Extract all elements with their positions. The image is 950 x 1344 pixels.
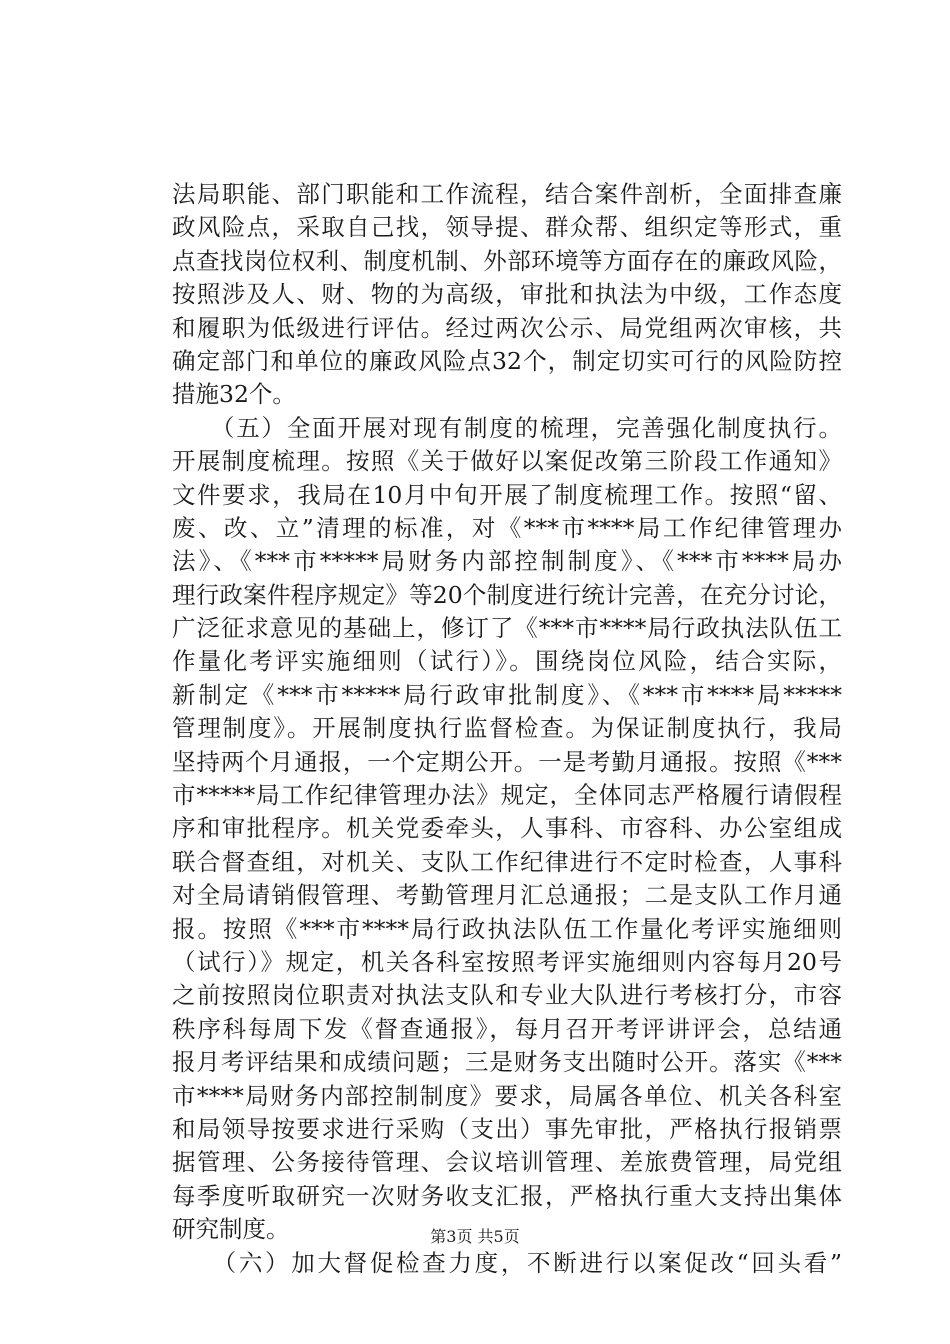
- text-line: 和局领导按要求进行采购（支出）事先审批，严格执行报销票: [172, 1114, 842, 1143]
- text-line: 开展制度梳理。按照《关于做好以案促改第三阶段工作通知》: [172, 447, 842, 476]
- text-line: 新制定《***市*****局行政审批制度》、《***市****局*****: [172, 680, 842, 709]
- text-line: 点查找岗位权利、制度机制、外部环境等方面存在的廉政风险，: [172, 246, 842, 275]
- text-line: 政风险点，采取自己找，领导提、群众帮、组织定等形式，重: [172, 213, 842, 242]
- text-line: 对全局请销假管理、考勤管理月汇总通报；二是支队工作月通: [172, 881, 842, 910]
- section-heading-line: （五）全面开展对现有制度的梳理，完善强化制度执行。: [172, 413, 842, 442]
- text-line: 据管理、公务接待管理、会议培训管理、差旅费管理，局党组: [172, 1148, 842, 1177]
- text-line: 市*****局工作纪律管理办法》规定，全体同志严格履行请假程: [172, 781, 842, 810]
- text-line: 研究制度。: [172, 1215, 290, 1244]
- text-line: 法局职能、部门职能和工作流程，结合案件剖析，全面排查廉: [172, 180, 842, 208]
- text-line: 法》、《***市*****局财务内部控制制度》、《***市****局办: [172, 547, 842, 576]
- text-line: 联合督查组，对机关、支队工作纪律进行不定时检查，人事科: [172, 847, 842, 876]
- document-body: [172, 178, 842, 1280]
- text-line: 市****局财务内部控制制度》要求，局属各单位、机关各科室: [172, 1081, 842, 1110]
- page-number-footer: 第3页 共5页: [430, 1227, 520, 1246]
- text-line: 作量化考评实施细则（试行）》。围绕岗位风险，结合实际，: [172, 647, 842, 676]
- text-line: 报。按照《***市****局行政执法队伍工作量化考评实施细则: [172, 914, 842, 943]
- text-line: 每季度听取研究一次财务收支汇报，严格执行重大支持出集体: [172, 1181, 842, 1210]
- text-line: 按照涉及人、财、物的为高级，审批和执法为中级，工作态度: [172, 280, 842, 309]
- text-line: 秩序科每周下发《督查通报》，每月召开考评讲评会，总结通: [172, 1014, 842, 1043]
- text-line: （试行）》规定，机关各科室按照考评实施细则内容每月20号: [172, 947, 842, 976]
- text-line: 理行政案件程序规定》等20个制度进行统计完善，在充分讨论，: [172, 580, 842, 609]
- text-line: 序和审批程序。机关党委牵头，人事科、市容科、办公室组成: [172, 814, 842, 843]
- text-line: 坚持两个月通报，一个定期公开。一是考勤月通报。按照《***: [172, 747, 842, 776]
- text-line: 广泛征求意见的基础上，修订了《***市****局行政执法队伍工: [172, 614, 842, 643]
- text-line: 确定部门和单位的廉政风险点32个，制定切实可行的风险防控: [172, 346, 842, 375]
- section-heading-line: （六）加大督促检查力度，不断进行以案促改“回头看”: [172, 1248, 842, 1277]
- text-line: 之前按照岗位职责对执法支队和专业大队进行考核打分，市容: [172, 981, 842, 1010]
- text-line: 文件要求，我局在10月中旬开展了制度梳理工作。按照“留、: [172, 480, 842, 509]
- text-line: 措施32个。: [172, 380, 296, 409]
- text-line: 报月考评结果和成绩问题；三是财务支出随时公开。落实《***: [172, 1048, 842, 1077]
- text-line: 和履职为低级进行评估。经过两次公示、局党组两次审核，共: [172, 313, 842, 342]
- text-line: 管理制度》。开展制度执行监督检查。为保证制度执行，我局: [172, 714, 842, 743]
- text-line: 废、改、立”清理的标准，对《***市****局工作纪律管理办: [172, 513, 842, 542]
